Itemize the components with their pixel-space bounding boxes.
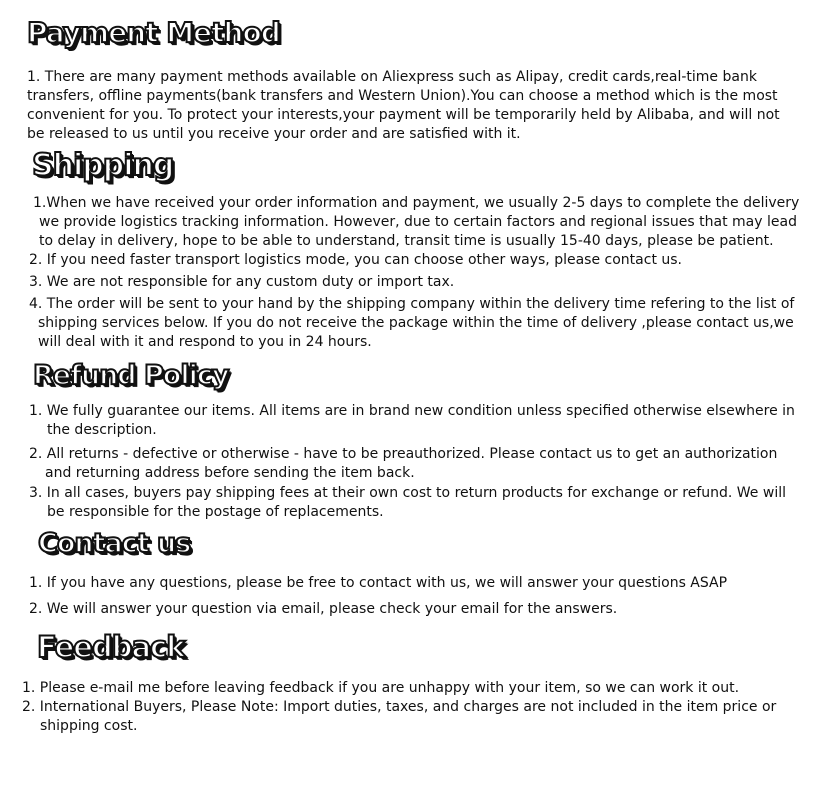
shipping-item-3: 3. We are not responsible for any custom duty or import tax. <box>29 274 455 290</box>
heading-contact-us: Contact us <box>38 528 191 559</box>
refund-item-3: 3. In all cases, buyers pay shipping fees at their own cost to return products for exchange or refund. We will be responsible for the postage of replacements. <box>29 485 786 520</box>
heading-payment-method: Payment Method <box>27 16 280 49</box>
contact-item-2: 2. We will answer your question via email, please check your email for the answers. <box>29 601 618 617</box>
feedback-item-2: 2. International Buyers, Please Note: Import duties, taxes, and charges are not included in the item price or shipping cost. <box>22 699 777 734</box>
payment-item-1: 1. There are many payment methods available on Aliexpress such as Alipay, credit cards,real-time bank transfers, offline payments(bank transfers and Western Union).You can choose a method which is the most convenient for you. To protect your interests,your payment will be temporarily held by Alibaba, and will not be released to us until you receive your order and are satisfied with it. <box>27 69 780 142</box>
shipping-item-1: 1.When we have received your order information and payment, we usually 2-5 days to complete the delivery we provide logistics tracking information. However, due to certain factors and regional issues that may lead to delay in delivery, hope to be able to understand, transit time is usually 15-40 days, please be patient. <box>33 195 800 249</box>
heading-feedback: Feedback <box>37 630 185 664</box>
feedback-item-1: 1. Please e-mail me before leaving feedback if you are unhappy with your item, so we can work it out. <box>22 680 740 696</box>
contact-item-1: 1. If you have any questions, please be free to contact with us, we will answer your questions ASAP <box>29 575 728 591</box>
shipping-item-2: 2. If you need faster transport logistics mode, you can choose other ways, please contact us. <box>29 252 682 268</box>
refund-item-2: 2. All returns - defective or otherwise - have to be preauthorized. Please contact us to get an authorization and returning address before sending the item back. <box>29 446 778 481</box>
refund-item-1: 1. We fully guarantee our items. All items are in brand new condition unless specified otherwise elsewhere in the description. <box>29 403 795 438</box>
shipping-item-4: 4. The order will be sent to your hand by the shipping company within the delivery time refering to the list of shipping services below. If you do not receive the package within the time of delivery ,please contact us,we will deal with it and respond to you in 24 hours. <box>29 296 795 350</box>
heading-refund-policy: Refund Policy <box>33 360 229 391</box>
heading-shipping: Shipping <box>32 148 174 183</box>
